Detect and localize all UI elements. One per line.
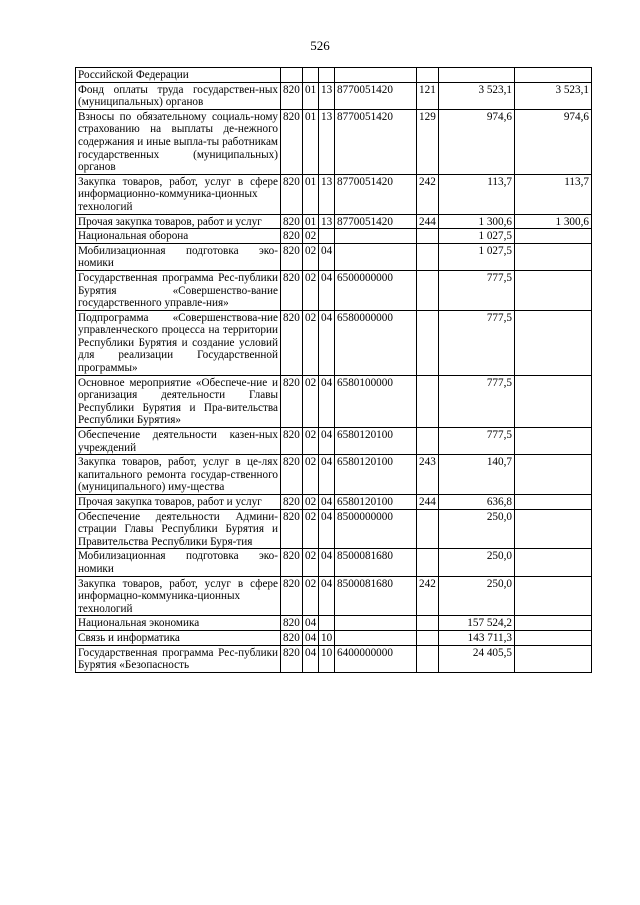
cell-subsection <box>319 229 335 244</box>
cell-grbs: 820 <box>281 243 303 270</box>
cell-section: 02 <box>303 243 319 270</box>
cell-target-article: 6400000000 <box>335 645 417 672</box>
table-row <box>76 630 592 645</box>
cell-subsection: 04 <box>319 576 335 616</box>
cell-section: 02 <box>303 495 319 510</box>
cell-amount-1: 250,0 <box>439 576 515 616</box>
cell-section: 02 <box>303 455 319 495</box>
cell-section: 01 <box>303 109 319 174</box>
row-name: Российской Федерации <box>76 68 281 83</box>
cell-grbs: 820 <box>281 174 303 214</box>
cell-amount-1: 24 405,5 <box>439 645 515 672</box>
row-name: Фонд оплаты труда государствен-ных (муниципальных) органов <box>76 82 281 109</box>
cell-subsection: 13 <box>319 109 335 174</box>
cell-target-article: 8770051420 <box>335 82 417 109</box>
row-name: Национальная экономика <box>76 616 281 631</box>
cell-grbs: 820 <box>281 495 303 510</box>
cell-amount-2: 113,7 <box>515 174 592 214</box>
row-name: Закупка товаров, работ, услуг в це-лях капитального ремонта государ-ственного (муниципального) иму-щества <box>76 455 281 495</box>
cell-section: 02 <box>303 549 319 576</box>
cell-target-article: 6580100000 <box>335 375 417 427</box>
table-row <box>76 495 592 510</box>
cell-subsection: 04 <box>319 428 335 455</box>
cell-amount-1: 777,5 <box>439 270 515 310</box>
cell-target-article: 8500081680 <box>335 549 417 576</box>
page-number: 526 <box>310 38 330 53</box>
cell-section: 02 <box>303 229 319 244</box>
cell-expense-type <box>417 243 439 270</box>
cell-section: 02 <box>303 375 319 427</box>
cell-subsection: 04 <box>319 243 335 270</box>
cell-expense-type: 243 <box>417 455 439 495</box>
row-name: Взносы по обязательному социаль-ному страхованию на выплаты де-нежного содержания и иные выпла-ты работникам государственных (муниципальных) органов <box>76 109 281 174</box>
cell-expense-type <box>417 616 439 631</box>
cell-expense-type: 244 <box>417 495 439 510</box>
cell-section: 01 <box>303 214 319 229</box>
table-row <box>76 174 592 214</box>
cell-section <box>303 68 319 83</box>
table-row <box>76 214 592 229</box>
cell-subsection <box>319 68 335 83</box>
cell-amount-2 <box>515 616 592 631</box>
cell-amount-1 <box>439 68 515 83</box>
cell-expense-type <box>417 630 439 645</box>
cell-target-article: 8500000000 <box>335 509 417 549</box>
cell-amount-2 <box>515 645 592 672</box>
row-name: Мобилизационная подготовка эко-номики <box>76 243 281 270</box>
cell-subsection <box>319 616 335 631</box>
cell-amount-2 <box>515 375 592 427</box>
cell-grbs: 820 <box>281 549 303 576</box>
table-row <box>76 310 592 375</box>
cell-subsection: 13 <box>319 174 335 214</box>
table-row <box>76 82 592 109</box>
cell-section: 02 <box>303 428 319 455</box>
cell-grbs: 820 <box>281 214 303 229</box>
cell-grbs: 820 <box>281 630 303 645</box>
cell-expense-type: 242 <box>417 576 439 616</box>
cell-grbs: 820 <box>281 82 303 109</box>
cell-amount-1: 636,8 <box>439 495 515 510</box>
cell-amount-2 <box>515 68 592 83</box>
cell-amount-1: 777,5 <box>439 310 515 375</box>
cell-grbs: 820 <box>281 428 303 455</box>
cell-grbs: 820 <box>281 455 303 495</box>
cell-expense-type: 121 <box>417 82 439 109</box>
cell-amount-2 <box>515 428 592 455</box>
cell-amount-2 <box>515 243 592 270</box>
cell-target-article: 6580120100 <box>335 428 417 455</box>
cell-expense-type <box>417 509 439 549</box>
cell-target-article: 6580120100 <box>335 455 417 495</box>
cell-amount-2: 974,6 <box>515 109 592 174</box>
cell-amount-1: 1 027,5 <box>439 229 515 244</box>
cell-grbs: 820 <box>281 616 303 631</box>
cell-amount-1: 140,7 <box>439 455 515 495</box>
table-row <box>76 428 592 455</box>
cell-target-article <box>335 630 417 645</box>
cell-target-article: 8770051420 <box>335 214 417 229</box>
cell-expense-type <box>417 68 439 83</box>
cell-expense-type: 129 <box>417 109 439 174</box>
table-row <box>76 576 592 616</box>
table-body <box>76 68 592 673</box>
cell-amount-1: 1 027,5 <box>439 243 515 270</box>
row-name: Обеспечение деятельности казен-ных учреждений <box>76 428 281 455</box>
cell-target-article <box>335 616 417 631</box>
cell-target-article: 8770051420 <box>335 109 417 174</box>
cell-section: 02 <box>303 576 319 616</box>
cell-subsection: 13 <box>319 82 335 109</box>
cell-subsection: 04 <box>319 310 335 375</box>
row-name: Обеспечение деятельности Админи-страции Главы Республики Бурятия и Правительства Республики Буря-тия <box>76 509 281 549</box>
row-name: Связь и информатика <box>76 630 281 645</box>
cell-target-article <box>335 68 417 83</box>
cell-section: 02 <box>303 310 319 375</box>
cell-grbs <box>281 68 303 83</box>
cell-subsection: 04 <box>319 509 335 549</box>
cell-section: 01 <box>303 174 319 214</box>
cell-amount-1: 143 711,3 <box>439 630 515 645</box>
cell-amount-2 <box>515 630 592 645</box>
cell-grbs: 820 <box>281 576 303 616</box>
cell-target-article <box>335 243 417 270</box>
cell-expense-type <box>417 645 439 672</box>
cell-amount-2 <box>515 509 592 549</box>
cell-expense-type <box>417 270 439 310</box>
row-name: Государственная программа Рес-публики Бурятия «Совершенство-вание государственного управле-ния» <box>76 270 281 310</box>
row-name: Прочая закупка товаров, работ и услуг <box>76 495 281 510</box>
table-row <box>76 229 592 244</box>
cell-expense-type <box>417 375 439 427</box>
cell-subsection: 04 <box>319 495 335 510</box>
cell-grbs: 820 <box>281 375 303 427</box>
cell-subsection: 04 <box>319 375 335 427</box>
cell-subsection: 10 <box>319 645 335 672</box>
row-name: Прочая закупка товаров, работ и услуг <box>76 214 281 229</box>
row-name: Закупка товаров, работ, услуг в сфере информационно-коммуника-ционных технологий <box>76 174 281 214</box>
table-row <box>76 645 592 672</box>
table-row <box>76 68 592 83</box>
cell-target-article: 6500000000 <box>335 270 417 310</box>
cell-grbs: 820 <box>281 310 303 375</box>
cell-amount-2: 3 523,1 <box>515 82 592 109</box>
budget-table <box>75 67 592 673</box>
cell-amount-1: 250,0 <box>439 549 515 576</box>
cell-expense-type <box>417 229 439 244</box>
cell-grbs: 820 <box>281 229 303 244</box>
cell-amount-2 <box>515 310 592 375</box>
table-row <box>76 509 592 549</box>
cell-section: 01 <box>303 82 319 109</box>
cell-grbs: 820 <box>281 645 303 672</box>
cell-expense-type <box>417 310 439 375</box>
cell-target-article: 6580000000 <box>335 310 417 375</box>
cell-amount-1: 113,7 <box>439 174 515 214</box>
row-name: Мобилизационная подготовка эко-номики <box>76 549 281 576</box>
cell-target-article: 8770051420 <box>335 174 417 214</box>
cell-amount-2 <box>515 270 592 310</box>
row-name: Национальная оборона <box>76 229 281 244</box>
table-row <box>76 109 592 174</box>
cell-section: 04 <box>303 616 319 631</box>
cell-amount-2 <box>515 549 592 576</box>
cell-target-article <box>335 229 417 244</box>
cell-expense-type <box>417 549 439 576</box>
cell-subsection: 04 <box>319 549 335 576</box>
cell-amount-2 <box>515 229 592 244</box>
cell-expense-type <box>417 428 439 455</box>
cell-subsection: 04 <box>319 270 335 310</box>
cell-expense-type: 244 <box>417 214 439 229</box>
table-row <box>76 243 592 270</box>
table-row <box>76 549 592 576</box>
cell-amount-1: 3 523,1 <box>439 82 515 109</box>
row-name: Подпрограмма «Совершенствова-ние управленческого процесса на территории Республики Бурятия и создание условий для реализации Государственной программы» <box>76 310 281 375</box>
cell-amount-1: 157 524,2 <box>439 616 515 631</box>
table-row <box>76 375 592 427</box>
cell-target-article: 6580120100 <box>335 495 417 510</box>
cell-grbs: 820 <box>281 270 303 310</box>
cell-expense-type: 242 <box>417 174 439 214</box>
row-name: Государственная программа Рес-публики Бурятия «Безопасность <box>76 645 281 672</box>
cell-subsection: 04 <box>319 455 335 495</box>
cell-grbs: 820 <box>281 509 303 549</box>
table-row <box>76 270 592 310</box>
cell-amount-1: 974,6 <box>439 109 515 174</box>
cell-grbs: 820 <box>281 109 303 174</box>
cell-target-article: 8500081680 <box>335 576 417 616</box>
row-name: Основное мероприятие «Обеспече-ние и организация деятельности Главы Республики Бурятия и Пра-вительства Республики Бурятия» <box>76 375 281 427</box>
cell-amount-1: 777,5 <box>439 375 515 427</box>
cell-subsection: 13 <box>319 214 335 229</box>
cell-subsection: 10 <box>319 630 335 645</box>
cell-section: 02 <box>303 270 319 310</box>
cell-section: 04 <box>303 645 319 672</box>
cell-section: 04 <box>303 630 319 645</box>
cell-amount-1: 777,5 <box>439 428 515 455</box>
cell-amount-2: 1 300,6 <box>515 214 592 229</box>
table-row <box>76 616 592 631</box>
cell-amount-1: 1 300,6 <box>439 214 515 229</box>
cell-section: 02 <box>303 509 319 549</box>
table-row <box>76 455 592 495</box>
row-name: Закупка товаров, работ, услуг в сфере информацно-коммуника-ционных технологий <box>76 576 281 616</box>
cell-amount-1: 250,0 <box>439 509 515 549</box>
cell-amount-2 <box>515 576 592 616</box>
cell-amount-2 <box>515 455 592 495</box>
cell-amount-2 <box>515 495 592 510</box>
